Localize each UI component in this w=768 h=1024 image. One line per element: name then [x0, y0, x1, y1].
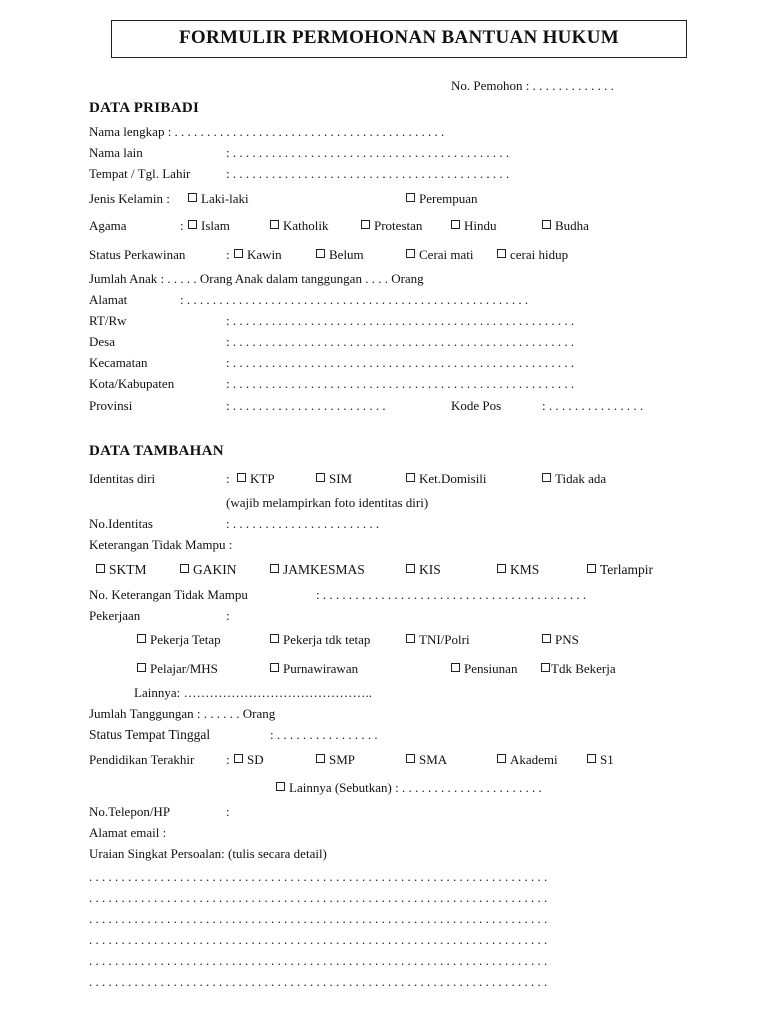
telepon-label: No.Telepon/HP — [89, 804, 171, 819]
form-title: FORMULIR PERMOHONAN BANTUAN HUKUM — [178, 27, 620, 48]
nama-lengkap-field[interactable]: Nama lengkap : . . . . . . . . . . . . . . . . . . . . . . . . . . . . . . . . . . . . . . . . . . — [89, 124, 445, 139]
status-tempat-tinggal-field[interactable]: : . . . . . . . . . . . . . . . . — [270, 727, 378, 742]
checkbox-icon — [542, 473, 551, 482]
pendidikan-label: Pendidikan Terakhir — [89, 752, 195, 767]
checkbox-pekerja-tdk-tetap[interactable] — [270, 632, 370, 648]
uraian-line[interactable]: . . . . . . . . . . . . . . . . . . . . . . . . . . . . . . . . . . . . . . . . . . . . . . . . . . . . . . . . . . . . . . . . . . . . . . . — [89, 911, 548, 926]
kodepos-label: Kode Pos — [451, 398, 502, 413]
checkbox-laki-laki[interactable] — [188, 191, 249, 207]
kodepos-field[interactable]: : . . . . . . . . . . . . . . . — [542, 398, 644, 413]
checkbox-icon — [188, 220, 197, 229]
uraian-line[interactable]: . . . . . . . . . . . . . . . . . . . . . . . . . . . . . . . . . . . . . . . . . . . . . . . . . . . . . . . . . . . . . . . . . . . . . . . — [89, 974, 548, 989]
checkbox-sktm[interactable] — [96, 562, 147, 578]
checkbox-icon — [237, 473, 246, 482]
checkbox-icon — [137, 634, 146, 643]
checkbox-icon — [497, 564, 506, 573]
uraian-line[interactable]: . . . . . . . . . . . . . . . . . . . . . . . . . . . . . . . . . . . . . . . . . . . . . . . . . . . . . . . . . . . . . . . . . . . . . . . — [89, 953, 548, 968]
checkbox-icon — [270, 564, 279, 573]
checkbox-tdk-bekerja[interactable] — [541, 661, 616, 677]
checkbox-icon — [270, 634, 279, 643]
alamat-label: Alamat — [89, 292, 128, 307]
checkbox-icon — [188, 193, 197, 202]
pekerjaan-lainnya-field[interactable]: Lainnya: …………………………………….. — [134, 685, 372, 700]
checkbox-pekerja-tetap[interactable] — [137, 632, 221, 648]
jumlah-anak-field[interactable]: Jumlah Anak : . . . . . Orang Anak dalam tanggungan . . . . Orang — [89, 271, 424, 286]
checkbox-icon — [234, 249, 243, 258]
status-tempat-tinggal-label: Status Tempat Tinggal — [89, 727, 211, 742]
option-label: Belum — [329, 247, 364, 262]
checkbox-icon — [406, 473, 415, 482]
identitas-colon: : — [226, 471, 230, 486]
ket-tidak-mampu-label: Keterangan Tidak Mampu : — [89, 537, 233, 552]
checkbox-icon — [587, 754, 596, 763]
identitas-label: Identitas diri — [89, 471, 156, 486]
nama-lain-label: Nama lain — [89, 145, 143, 160]
uraian-line[interactable]: . . . . . . . . . . . . . . . . . . . . . . . . . . . . . . . . . . . . . . . . . . . . . . . . . . . . . . . . . . . . . . . . . . . . . . . — [89, 869, 548, 884]
kecamatan-label: Kecamatan — [89, 355, 148, 370]
checkbox-cerai-hidup[interactable] — [497, 247, 568, 263]
checkbox-gakin[interactable] — [180, 562, 237, 578]
ttl-label: Tempat / Tgl. Lahir — [89, 166, 191, 181]
checkbox-jamkesmas[interactable] — [270, 562, 365, 578]
checkbox-kawin[interactable] — [234, 247, 282, 263]
checkbox-hindu[interactable] — [451, 218, 497, 234]
option-label: Pekerja tdk tetap — [283, 632, 371, 647]
checkbox-protestan[interactable] — [361, 218, 422, 234]
ttl-field[interactable]: : . . . . . . . . . . . . . . . . . . . . . . . . . . . . . . . . . . . . . . . . . . . — [226, 166, 510, 181]
option-label: KIS — [419, 562, 441, 577]
no-ktm-label: No. Keterangan Tidak Mampu — [89, 587, 248, 602]
checkbox-sim[interactable] — [316, 471, 352, 487]
jenis-kelamin-label: Jenis Kelamin : — [89, 191, 170, 206]
jumlah-tanggungan-field[interactable]: Jumlah Tanggungan : . . . . . . Orang — [89, 706, 276, 721]
uraian-label: Uraian Singkat Persoalan: (tulis secara detail) — [89, 846, 327, 861]
no-identitas-field[interactable]: : . . . . . . . . . . . . . . . . . . . . . . . — [226, 516, 380, 531]
checkbox-smp[interactable] — [316, 752, 355, 768]
nama-lain-field[interactable]: : . . . . . . . . . . . . . . . . . . . . . . . . . . . . . . . . . . . . . . . . . . . — [226, 145, 510, 160]
checkbox-perempuan[interactable] — [406, 191, 477, 207]
option-label: SKTM — [109, 562, 147, 577]
checkbox-icon — [270, 663, 279, 672]
checkbox-icon — [406, 193, 415, 202]
option-label: Pekerja Tetap — [150, 632, 221, 647]
checkbox-belum[interactable] — [316, 247, 364, 263]
desa-field[interactable]: : . . . . . . . . . . . . . . . . . . . . . . . . . . . . . . . . . . . . . . . . . . . . . . . . . . . . . — [226, 334, 575, 349]
checkbox-icon — [406, 564, 415, 573]
checkbox-icon — [587, 564, 596, 573]
checkbox-icon — [276, 782, 285, 791]
checkbox-icon — [180, 564, 189, 573]
option-label: Laki-laki — [201, 191, 249, 206]
checkbox-icon — [316, 754, 325, 763]
checkbox-pelajar[interactable] — [137, 661, 218, 677]
sp-colon: : — [226, 247, 230, 262]
pekerjaan-colon: : — [226, 608, 230, 623]
agama-colon: : — [180, 218, 184, 233]
option-label: SD — [247, 752, 264, 767]
checkbox-cerai-mati[interactable] — [406, 247, 474, 263]
checkbox-icon — [316, 473, 325, 482]
checkbox-icon — [270, 220, 279, 229]
option-label: SIM — [329, 471, 353, 486]
uraian-line[interactable]: . . . . . . . . . . . . . . . . . . . . . . . . . . . . . . . . . . . . . . . . . . . . . . . . . . . . . . . . . . . . . . . . . . . . . . . — [89, 890, 548, 905]
option-label: KMS — [510, 562, 540, 577]
option-label: Pelajar/MHS — [150, 661, 218, 676]
checkbox-tidak-ada[interactable] — [542, 471, 606, 487]
option-label: Cerai mati — [419, 247, 474, 262]
checkbox-pendidikan-lainnya[interactable] — [276, 780, 542, 796]
checkbox-icon — [541, 663, 550, 672]
checkbox-tni-polri[interactable] — [406, 632, 470, 648]
uraian-line[interactable]: . . . . . . . . . . . . . . . . . . . . . . . . . . . . . . . . . . . . . . . . . . . . . . . . . . . . . . . . . . . . . . . . . . . . . . . — [89, 932, 548, 947]
no-ktm-field[interactable]: : . . . . . . . . . . . . . . . . . . . . . . . . . . . . . . . . . . . . . . . . . — [316, 587, 587, 602]
option-label: Budha — [555, 218, 589, 233]
kota-label: Kota/Kabupaten — [89, 376, 175, 391]
option-label: Perempuan — [419, 191, 478, 206]
option-label: Protestan — [374, 218, 423, 233]
option-label: Katholik — [283, 218, 329, 233]
checkbox-kis[interactable] — [406, 562, 441, 578]
option-label: SMP — [329, 752, 356, 767]
option-label: PNS — [555, 632, 579, 647]
option-label: Purnawirawan — [283, 661, 359, 676]
status-perkawinan-label: Status Perkawinan — [89, 247, 186, 262]
checkbox-terlampir[interactable] — [587, 562, 653, 578]
section-data-pribadi: DATA PRIBADI — [89, 100, 200, 116]
option-label: Tidak ada — [555, 471, 607, 486]
option-label: Hindu — [464, 218, 497, 233]
checkbox-icon — [234, 754, 243, 763]
option-label: Lainnya (Sebutkan) : . . . . . . . . . . . . . . . . . . . . . . — [289, 780, 542, 795]
no-identitas-label: No.Identitas — [89, 516, 153, 531]
option-label: TNI/Polri — [419, 632, 470, 647]
checkbox-s1[interactable] — [587, 752, 614, 768]
checkbox-ket-domisili[interactable] — [406, 471, 487, 487]
provinsi-label: Provinsi — [89, 398, 133, 413]
pendidikan-colon: : — [226, 752, 230, 767]
kota-field[interactable]: : . . . . . . . . . . . . . . . . . . . . . . . . . . . . . . . . . . . . . . . . . . . . . . . . . . . . . — [226, 376, 575, 391]
kecamatan-field[interactable]: : . . . . . . . . . . . . . . . . . . . . . . . . . . . . . . . . . . . . . . . . . . . . . . . . . . . . . — [226, 355, 575, 370]
checkbox-icon — [451, 220, 460, 229]
checkbox-sd[interactable] — [234, 752, 264, 768]
checkbox-icon — [316, 249, 325, 258]
checkbox-icon — [542, 220, 551, 229]
section-data-tambahan: DATA TAMBAHAN — [89, 443, 224, 459]
checkbox-budha[interactable] — [542, 218, 589, 234]
checkbox-purnawirawan[interactable] — [270, 661, 358, 677]
checkbox-icon — [497, 754, 506, 763]
checkbox-icon — [361, 220, 370, 229]
checkbox-akademi[interactable] — [497, 752, 558, 768]
checkbox-pensiunan[interactable] — [451, 661, 517, 677]
option-label: Terlampir — [600, 562, 654, 577]
checkbox-icon — [542, 634, 551, 643]
option-label: S1 — [600, 752, 614, 767]
provinsi-field[interactable]: : . . . . . . . . . . . . . . . . . . . . . . . . — [226, 398, 386, 413]
checkbox-pns[interactable] — [542, 632, 579, 648]
option-label: Kawin — [247, 247, 282, 262]
rtrw-field[interactable]: : . . . . . . . . . . . . . . . . . . . . . . . . . . . . . . . . . . . . . . . . . . . . . . . . . . . . . — [226, 313, 575, 328]
option-label: KTP — [250, 471, 275, 486]
option-label: JAMKESMAS — [283, 562, 365, 577]
option-label: cerai hidup — [510, 247, 569, 262]
checkbox-katholik[interactable] — [270, 218, 329, 234]
checkbox-icon — [497, 249, 506, 258]
option-label: SMA — [419, 752, 448, 767]
checkbox-ktp[interactable] — [237, 471, 275, 487]
checkbox-icon — [451, 663, 460, 672]
checkbox-icon — [406, 754, 415, 763]
option-label: Islam — [201, 218, 230, 233]
checkbox-icon — [406, 634, 415, 643]
agama-label: Agama — [89, 218, 127, 233]
no-pemohon-field[interactable]: No. Pemohon : . . . . . . . . . . . . . — [451, 78, 614, 93]
option-label: Pensiunan — [464, 661, 518, 676]
desa-label: Desa — [89, 334, 115, 349]
checkbox-icon — [96, 564, 105, 573]
option-label: Tdk Bekerja — [551, 661, 616, 676]
rtrw-label: RT/Rw — [89, 313, 127, 328]
identitas-note: (wajib melampirkan foto identitas diri) — [226, 495, 429, 510]
checkbox-sma[interactable] — [406, 752, 447, 768]
pekerjaan-label: Pekerjaan — [89, 608, 141, 623]
option-label: Akademi — [510, 752, 558, 767]
checkbox-kms[interactable] — [497, 562, 539, 578]
checkbox-icon — [406, 249, 415, 258]
checkbox-islam[interactable] — [188, 218, 230, 234]
telepon-field[interactable]: : — [226, 804, 230, 819]
option-label: Ket.Domisili — [419, 471, 487, 486]
form-title-box — [111, 20, 687, 58]
alamat-field[interactable]: : . . . . . . . . . . . . . . . . . . . . . . . . . . . . . . . . . . . . . . . . . . . . . . . . . . . . . — [180, 292, 529, 307]
checkbox-icon — [137, 663, 146, 672]
email-field[interactable]: Alamat email : — [89, 825, 167, 840]
option-label: GAKIN — [193, 562, 237, 577]
